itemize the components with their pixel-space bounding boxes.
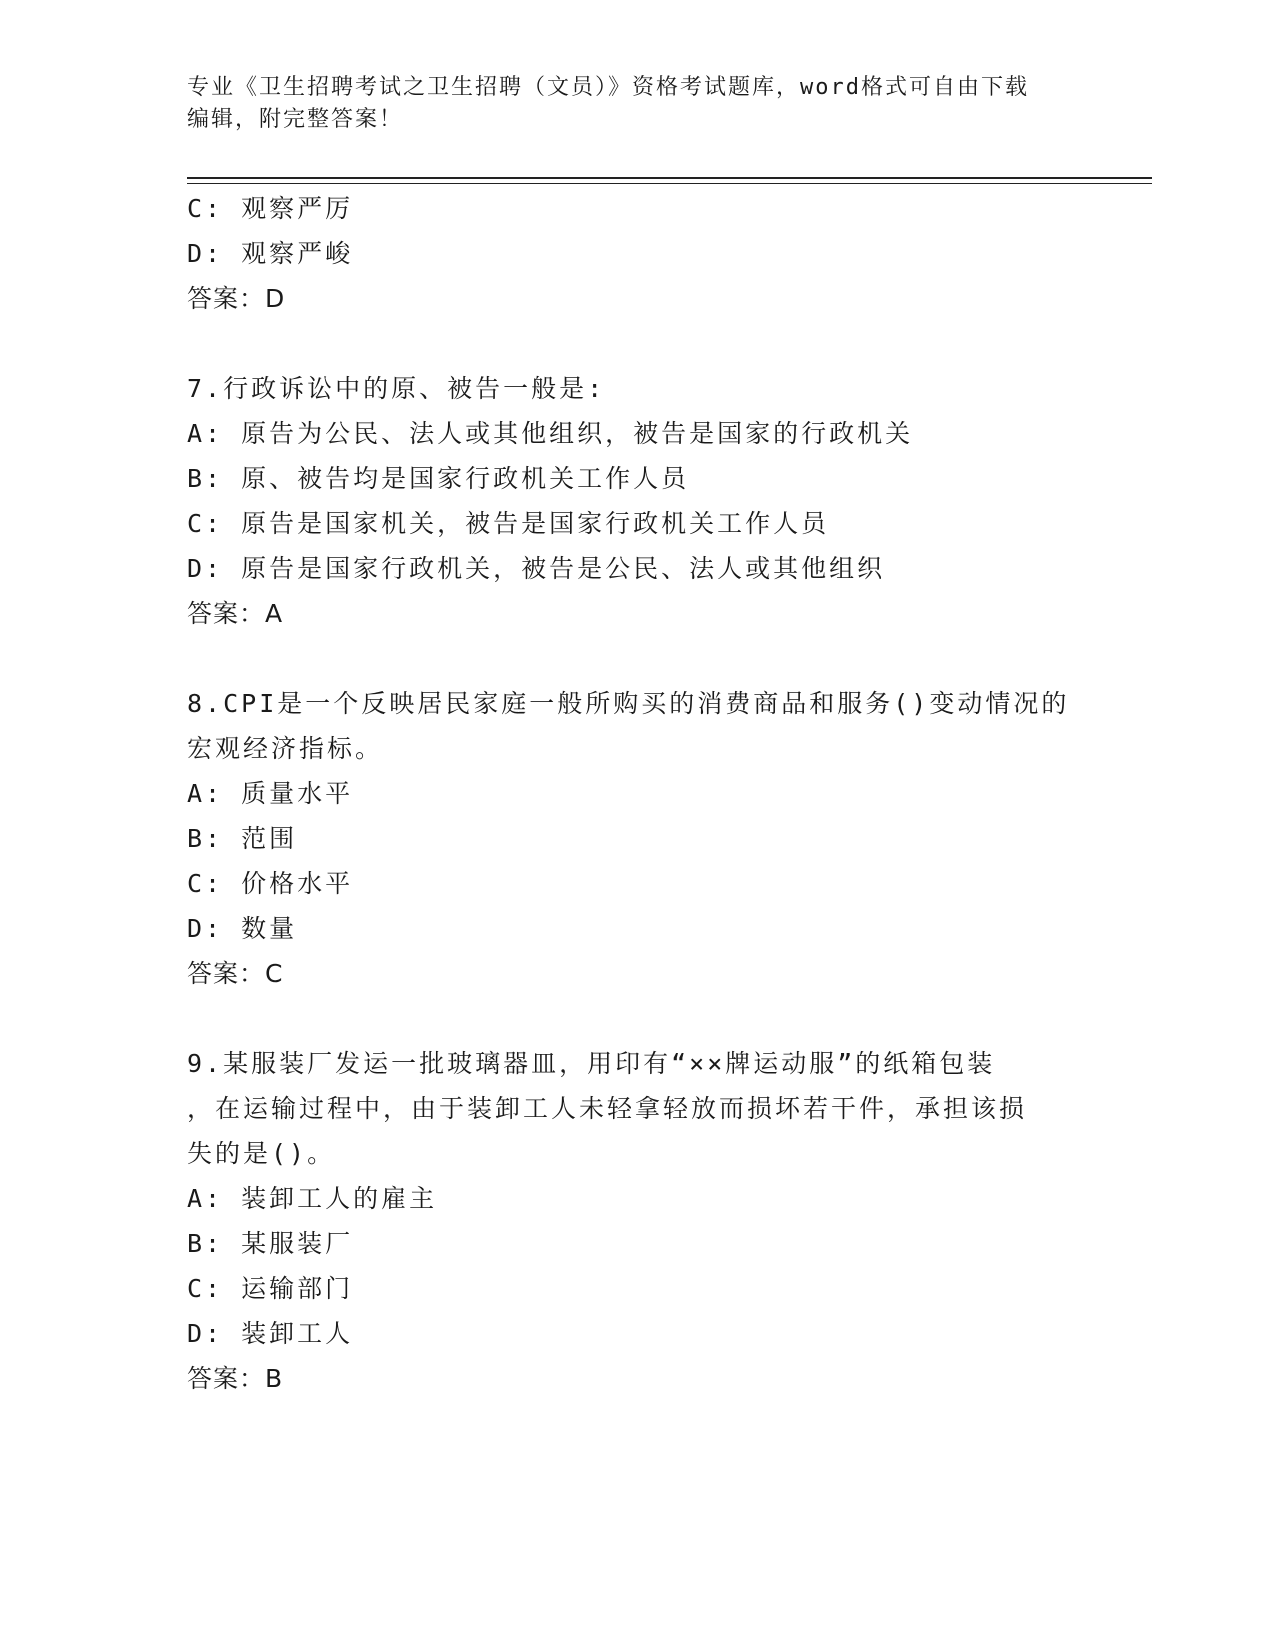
q8-option-a: A: 质量水平 <box>187 779 354 808</box>
q9-option-d: D: 装卸工人 <box>187 1319 354 1348</box>
q9-stem-line-3: 失的是()。 <box>187 1139 336 1168</box>
q8-stem-line-1: 8.CPI是一个反映居民家庭一般所购买的消费商品和服务()变动情况的 <box>187 689 1070 718</box>
q9-option-c: C: 运输部门 <box>187 1274 354 1303</box>
q7-option-c: C: 原告是国家机关，被告是国家行政机关工作人员 <box>187 509 830 538</box>
q8-option-c: C: 价格水平 <box>187 869 354 898</box>
document-header <box>187 72 1067 136</box>
q9-option-a: A: 装卸工人的雇主 <box>187 1184 438 1213</box>
q8-option-d: D: 数量 <box>187 914 298 943</box>
q7-option-a: A: 原告为公民、法人或其他组织，被告是国家的行政机关 <box>187 419 914 448</box>
q9-answer: 答案：B <box>187 1364 284 1393</box>
q6-answer: 答案：D <box>187 284 286 313</box>
q9-stem-line-2: ，在运输过程中，由于装卸工人未轻拿轻放而损坏若干件，承担该损 <box>187 1094 1028 1123</box>
q7-option-b: B: 原、被告均是国家行政机关工作人员 <box>187 464 690 493</box>
q6-option-c: C: 观察严厉 <box>187 194 354 223</box>
q8-stem-line-2: 宏观经济指标。 <box>187 734 384 763</box>
q7-answer: 答案：A <box>187 599 284 628</box>
header-rule-thick <box>187 177 1152 179</box>
q8-answer: 答案：C <box>187 959 284 988</box>
header-line-2: 编辑，附完整答案！ <box>187 107 404 132</box>
q7-option-d: D: 原告是国家行政机关，被告是公民、法人或其他组织 <box>187 554 886 583</box>
header-rule-thin <box>187 183 1152 184</box>
q7-stem: 7.行政诉讼中的原、被告一般是: <box>187 374 606 403</box>
header-line-1: 专业《卫生招聘考试之卫生招聘（文员）》资格考试题库，word格式可自由下载 <box>187 75 1029 100</box>
q9-option-b: B: 某服装厂 <box>187 1229 354 1258</box>
q8-option-b: B: 范围 <box>187 824 298 853</box>
q9-stem-line-1: 9.某服装厂发运一批玻璃器皿，用印有“××牌运动服”的纸箱包装 <box>187 1049 996 1078</box>
q6-option-d: D: 观察严峻 <box>187 239 354 268</box>
